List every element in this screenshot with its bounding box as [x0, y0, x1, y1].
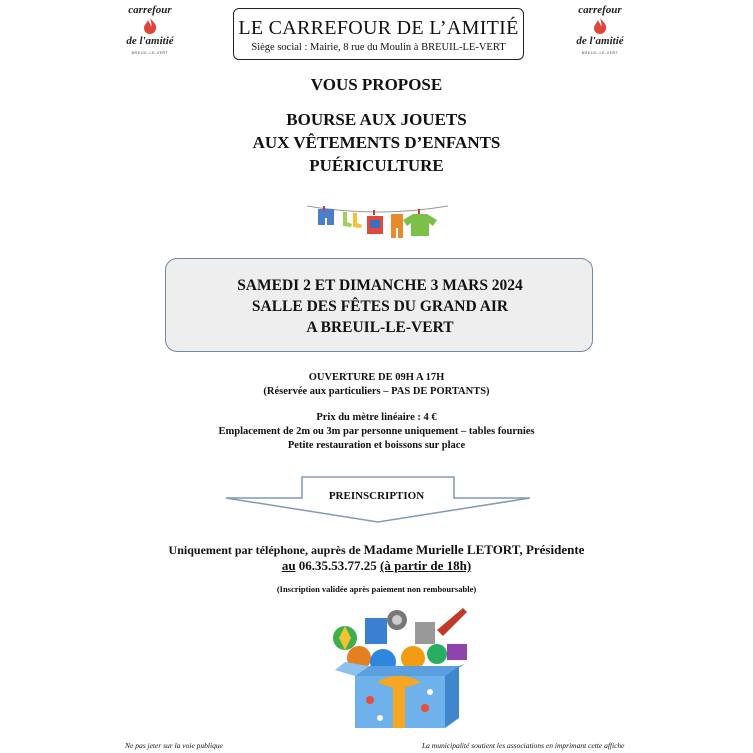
- event-title-line3: PUÉRICULTURE: [309, 156, 444, 175]
- registration-note: (Inscription validée après paiement non remboursable): [276, 584, 477, 594]
- event-title-line1: BOURSE AUX JOUETS: [286, 110, 467, 129]
- opening-hours: OUVERTURE DE 09H A 17H: [308, 372, 445, 383]
- phone-number: 06.35.53.77.25: [295, 558, 381, 573]
- flame-icon: [139, 17, 161, 35]
- reserved-note: (Réservée aux particuliers – PAS DE PORTANTS): [263, 386, 490, 397]
- association-address: Siège social : Mairie, 8 rue du Moulin à BREUIL-LE-VERT: [251, 42, 506, 53]
- logo-left: [118, 4, 182, 55]
- logo-right: [568, 4, 632, 55]
- association-title: LE CARREFOUR DE L’AMITIÉ: [238, 17, 519, 39]
- contact-name: Madame Murielle LETORT, Présidente: [363, 542, 585, 557]
- phone-hours: (à partir de 18h): [380, 558, 472, 573]
- logo-text-line1: carrefour: [128, 4, 172, 16]
- flame-icon: [589, 17, 611, 35]
- spot-info: Emplacement de 2m ou 3m par personne uniquement – tables fournies: [218, 426, 535, 437]
- preinscription-label: PREINSCRIPTION: [328, 490, 425, 502]
- logo-text-line2: de l'amitié: [126, 35, 174, 47]
- event-town: A BREUIL-LE-VERT: [306, 319, 454, 336]
- contact-line: [0, 542, 753, 558]
- event-date: SAMEDI 2 ET DIMANCHE 3 MARS 2024: [237, 277, 523, 294]
- footer-right-text: La municipalité soutient les associations en imprimant cette affiche: [422, 741, 625, 750]
- event-title-line2: AUX VÊTEMENTS D’ENFANTS: [252, 133, 501, 152]
- price-info: Prix du mètre linéaire : 4 €: [316, 412, 437, 423]
- header-box: [233, 8, 524, 60]
- phone-prefix: au: [281, 558, 296, 573]
- event-venue: SALLE DES FÊTES DU GRAND AIR: [251, 298, 509, 315]
- toy-box-illustration: [325, 600, 475, 735]
- logo-text-line3: BREUIL-LE-VERT: [581, 50, 619, 55]
- logo-text-line2: de l'amitié: [576, 35, 624, 47]
- intro-text: VOUS PROPOSE: [310, 75, 443, 94]
- clothesline-illustration: [305, 200, 450, 245]
- phone-line: [0, 558, 753, 574]
- event-date-box: [165, 258, 593, 352]
- footer-left-text: Ne pas jeter sur la voie publique: [125, 741, 223, 750]
- logo-text-line1: carrefour: [578, 4, 622, 16]
- logo-text-line3: BREUIL-LE-VERT: [131, 50, 169, 55]
- contact-prefix: Uniquement par téléphone, auprès de: [168, 543, 364, 557]
- food-info: Petite restauration et boissons sur place: [287, 440, 466, 451]
